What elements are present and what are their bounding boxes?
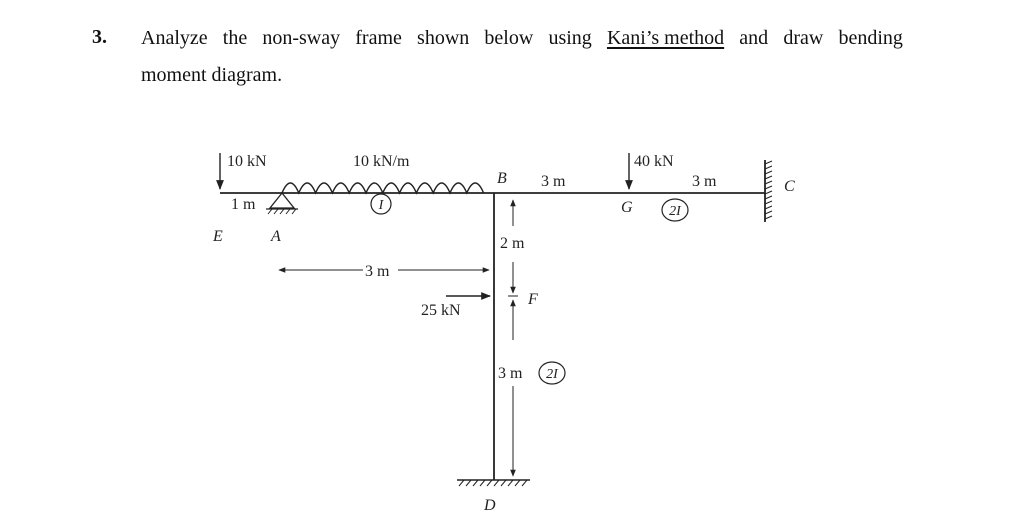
q-word: bending <box>838 27 903 49</box>
q-word: frame <box>355 27 402 49</box>
pin-support-A <box>270 193 294 208</box>
inertia-AB: I <box>378 198 384 213</box>
q-word: the <box>222 27 248 49</box>
udl-loops <box>282 183 484 193</box>
dim-BF: 2 m <box>500 235 525 252</box>
dim-EA: 1 m <box>231 196 256 213</box>
underlined-method: Kani’s method <box>606 27 725 49</box>
q-word: below <box>484 27 534 49</box>
inertia-BC: 2I <box>669 204 681 219</box>
inertia-BD: 2I <box>546 367 558 382</box>
load-label-E: 10 kN <box>227 153 267 170</box>
node-G: G <box>621 199 633 216</box>
dim-FD: 3 m <box>498 365 523 382</box>
dim-AB: 3 m <box>365 263 390 280</box>
udl-label: 10 kN/m <box>353 153 410 170</box>
q-word: and <box>739 27 769 49</box>
dim-GC: 3 m <box>692 173 717 190</box>
node-D: D <box>484 497 496 514</box>
node-A: A <box>271 228 281 245</box>
q-word: draw <box>783 27 824 49</box>
q-word: shown <box>417 27 470 49</box>
question-number: 3. <box>92 26 107 48</box>
q-word: non-sway <box>262 27 341 49</box>
q-word: using <box>548 27 592 49</box>
dim-BG: 3 m <box>541 173 566 190</box>
q-word: Analyze <box>141 27 208 49</box>
node-B: B <box>497 170 507 187</box>
node-F: F <box>528 291 538 308</box>
node-C: C <box>784 178 795 195</box>
load-label-F: 25 kN <box>421 302 461 319</box>
question-line-2: moment diagram. <box>141 64 283 86</box>
load-label-G: 40 kN <box>634 153 674 170</box>
node-E: E <box>213 228 223 245</box>
